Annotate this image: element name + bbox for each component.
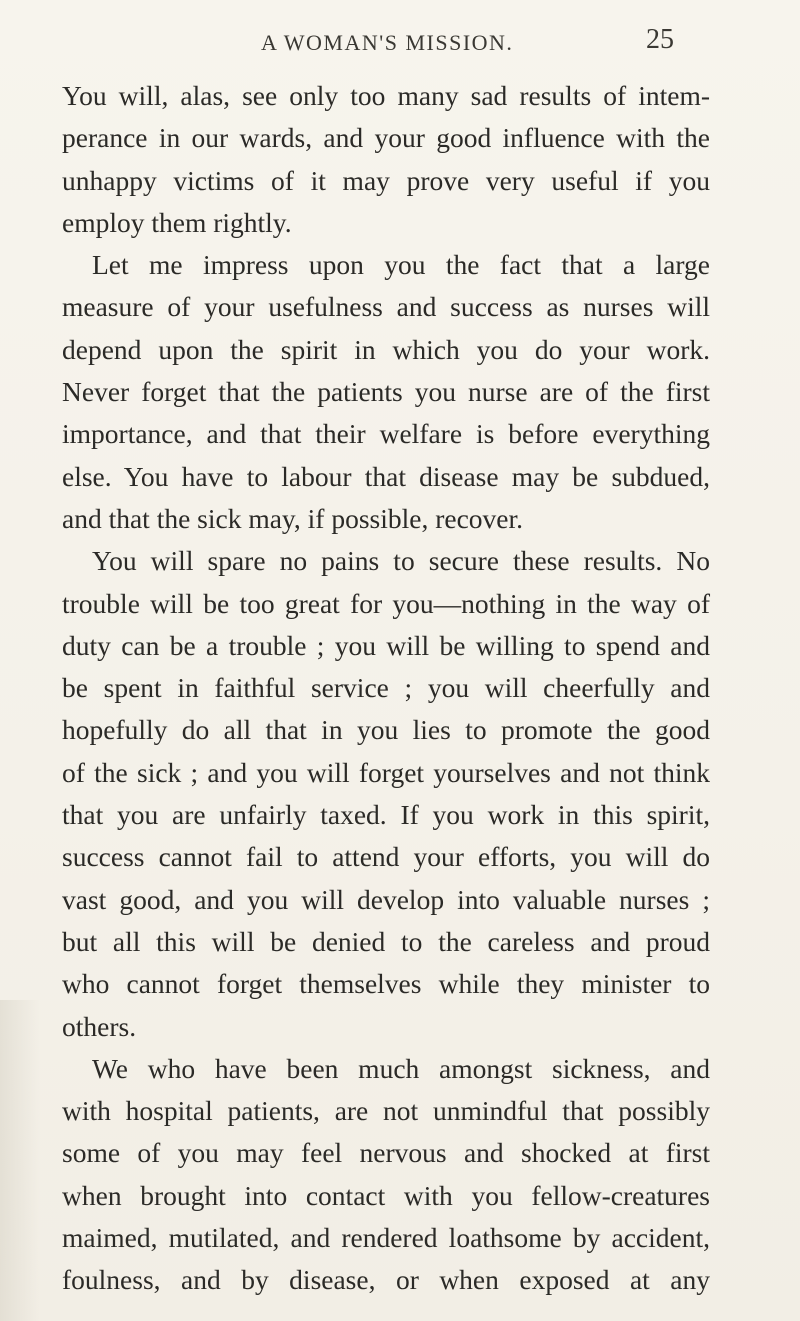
text-line: importance, and that their welfare is before everything	[62, 418, 710, 450]
text-line: with hospital patients, are not unmindful that possibly	[62, 1095, 710, 1127]
text-line: that you are unfairly taxed. If you work in this spirit,	[62, 799, 710, 831]
text-line: unhappy victims of it may prove very useful if you	[62, 164, 710, 196]
text-line: We who have been much amongst sickness, and	[92, 1052, 710, 1084]
text-line: when brought into contact with you fellow-creatures	[62, 1179, 710, 1211]
page-number: 25	[646, 24, 674, 55]
text-line: foulness, and by disease, or when exposed at any	[62, 1264, 710, 1296]
text-line: vast good, and you will develop into valuable nurses ;	[62, 883, 710, 915]
text-line: maimed, mutilated, and rendered loathsome by accident,	[62, 1222, 710, 1254]
body-text	[62, 75, 710, 1302]
text-line: some of you may feel nervous and shocked at first	[62, 1137, 710, 1169]
text-line: measure of your usefulness and success as nurses will	[62, 291, 710, 323]
text-line: of the sick ; and you will forget yourselves and not think	[62, 756, 710, 788]
text-line: You will spare no pains to secure these results. No	[92, 545, 710, 577]
text-line: hopefully do all that in you lies to promote the good	[62, 714, 710, 746]
text-line: others.	[62, 1010, 137, 1042]
text-line: Never forget that the patients you nurse are of the first	[62, 376, 710, 408]
text-line: who cannot forget themselves while they minister to	[62, 968, 710, 1000]
text-line: employ them rightly.	[62, 206, 292, 238]
text-line: You will, alas, see only too many sad results of intem-	[62, 80, 710, 111]
text-line: but all this will be denied to the careless and proud	[62, 925, 710, 957]
running-title: A WOMAN'S MISSION.	[261, 30, 514, 55]
text-line: success cannot fail to attend your efforts, you will do	[62, 841, 710, 873]
text-line: be spent in faithful service ; you will cheerfully and	[62, 672, 710, 704]
text-line: and that the sick may, if possible, recover.	[62, 502, 524, 534]
text-line: perance in our wards, and your good influence with the	[62, 122, 710, 154]
text-line: else. You have to labour that disease may be subdued,	[62, 460, 710, 492]
running-head	[0, 24, 800, 64]
text-line: depend upon the spirit in which you do your work.	[62, 333, 710, 365]
text-line: Let me impress upon you the fact that a large	[92, 249, 710, 281]
text-line: trouble will be too great for you—nothing in the way of	[62, 587, 710, 619]
text-line: duty can be a trouble ; you will be willing to spend and	[62, 629, 710, 661]
page-edge-shadow	[0, 1000, 40, 1321]
